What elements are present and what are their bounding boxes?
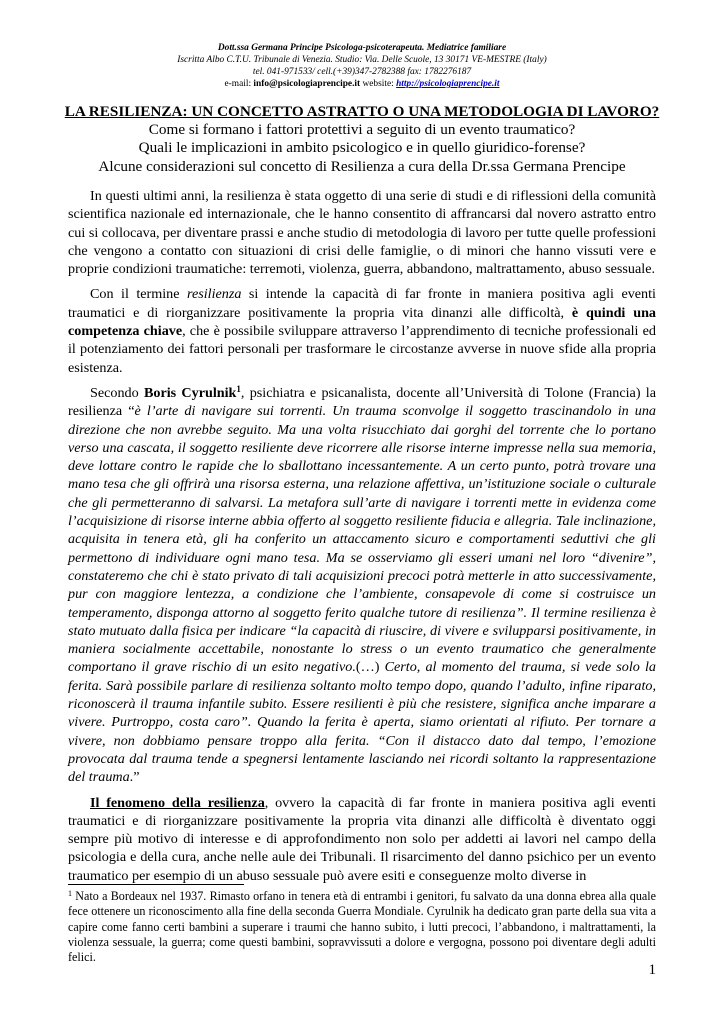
p2-text: , che è possibile sviluppare attraverso l’apprendimento di tecniche professionali ed il potenziamento dei fattori personali per trasformare le circostanze avverse in nuove sfide alla propria esistenza. [68,323,656,376]
email-label: e-mail: [224,79,254,89]
p3-quote: è l’arte di navigare sui torrenti. Un trauma sconvolge il soggetto trascinandolo in una direzione che non avrebbe seguito. Ma una volta risucchiato dai gorghi del torrente che lo portano verso una cascata, il soggetto resiliente deve ricorrere alle risorse interne impresse nella sua memoria, deve lottare contro le rapide che lo sballottano incessantemente. A un certo punto, potrà trovare una mano tesa che gli offrirà una risorsa esterna, una relazione affettiva, un’istituzione sociale o culturale che gli permetteranno di salvarsi. La metafora sull’arte di navigare i torrenti mette in evidenza come l’acquisizione di risorse interne abbia offerto al soggetto resiliente fiducia e allegria. Tale inclinazione, acquisita in tenera età, gli ha conferito un attaccamento sicuro e comportamenti seduttivi che gli permettono di individuare ogni mano tesa. Ma se osserviamo gli esseri umani nel loro “divenire”, constateremo che chi è stato privato di tali acquisizioni precoci potrà metterle in atto successivamente, pur con maggiore lentezza, a condizione che l’ambiente, consapevole di come si costruisce un temperamento, disponga attorno al soggetto ferito qualche tutore di resilienza”. Il termine resilienza è stato mutuato dalla fisica per indicare “la capacità di riuscire, di vivere e svilupparsi positivamente, in maniera socialmente accettabile, nonostante lo stress o un evento traumatico che generalmente comportano il grave rischio di un esito negativo. [68,403,656,676]
p2-text: Con il termine [90,286,187,303]
footnote-ref[interactable]: 1 [236,383,241,394]
p3-ellipsis: (…) [355,659,385,676]
paragraph-2 [68,285,656,376]
paragraph-4 [68,794,656,885]
main-title: LA RESILIENZA: UN CONCETTO ASTRATTO O UNA METODOLOGIA DI LAVORO? [64,103,660,120]
p3-text: Secondo [90,384,144,401]
header-phone-line: tel. 041-971533/ cell.(+39)347-2782388 fax: 1782276187 [252,67,472,77]
p2-key-competence: è quindi una competenza chiave [68,304,657,340]
paragraph-1: In questi ultimi anni, la resilienza è stata oggetto di una serie di studi e di riflessioni della comunità scientifica nazionale ed internazionale, che le hanno consentito di affrancarsi dal novero astratto entro cui si collocava, per diventare prassi e anche studio di metodologia di lavoro per tutte quelle professioni che vengono a contatto con situazioni di crisi delle famiglie, o di minori che hanno vissuti vere e proprie condizioni traumatiche: terremoti, violenza, guerra, abbandono, maltrattamento, abuso sessuale. [68,188,656,278]
p3-text: , psichiatra e psicanalista, docente all’Università di Tolone (Francia) la resilienza “ [68,384,656,420]
title-block [60,103,664,176]
p3-quote-end: .” [129,769,140,786]
subtitle-1: Come si formano i fattori protettivi a seguito di un evento traumatico? [148,121,576,139]
page-number: 1 [648,962,656,978]
body-text [68,187,656,885]
header-name: Dott.ssa Germana Principe Psicologa-psicoterapeuta. Mediatrice familiare [217,43,507,53]
footnote-separator [68,884,244,885]
footnote-text: Nato a Bordeaux nel 1937. Rimasto orfano in tenera età di entrambi i genitori, fu salvato da una donna ebrea alla quale fece ottenere un riconoscimento alla fine della seconda Guerra Mondiale. Cyrulnik ha dedicato gran parte della sua vita a capire come fanno certi bambini a superare i traumi che hanno subito, i lutti precoci, l’abbandono, i maltrattamenti, la violenza sessuale, la guerra; come questi bambini, sopravvissuti a dolore e vergogna, possono poi diventare degli adulti felici. [68,889,656,965]
email-address[interactable]: info@psicologiaprencipe.it [253,79,361,89]
p2-term-resilienza: resilienza [186,286,242,303]
subtitle-3: Alcune considerazioni sul concetto di Resilienza a cura della Dr.ssa Germana Prencipe [98,157,626,175]
author-name-cyrulnik: Boris Cyrulnik [143,384,237,401]
footnote [68,889,656,965]
header-contact-line [60,79,664,90]
paragraph-3 [68,384,656,787]
header-name-line [60,43,664,54]
footnote-number: 1 [68,889,72,898]
p4-text: , ovvero la capacità di far fronte in maniera positiva agli eventi traumatici e di riorganizzare positivamente la propria vita dinanzi alle difficoltà è diventato oggi sempre più motivo di interesse e di approfondimento non solo per addetti ai lavori nel campo della psicologia e della cura, anche nelle aule dei Tribunali. Il risarcimento del danno psichico per un evento traumatico per esempio di un abuso sessuale può avere esiti e conseguenze molto diverse in [68,794,656,884]
p4-heading: Il fenomeno della resilienza [90,794,265,811]
p2-text: si intende la capacità di far fronte in maniera positiva agli eventi traumatici e di riorganizzare positivamente la propria vita dinanzi alle difficoltà, [68,286,656,321]
website-label: website: [360,79,397,89]
p3-quote-cont: Certo, al momento del trauma, si vede solo la ferita. Sarà possibile parlare di resilienza soltanto molto tempo dopo, quando l’adulto, infine riparato, riconoscerà il trauma infantile subito. Essere resilienti è più che resistere, significa anche imparare a vivere. Purtroppo, costa caro”. Quando la ferita è aperta, siamo orientati al rifiuto. Per tornare a vivere, non dobbiamo pensare troppo alla ferita. “Con il distacco dato dal tempo, l’emozione provocata dal trauma tende a spegnersi lentamente lasciando nei ricordi soltanto la rappresentazione del trauma [68,659,656,786]
subtitle-2: Quali le implicazioni in ambito psicologico e in quello giuridico-forense? [138,139,586,157]
website-link[interactable]: http://psicologiaprencipe.it [396,79,500,89]
header-address-line: Iscritta Albo C.T.U. Tribunale di Venezia. Studio: Via. Delle Scuole, 13 30171 VE-MESTRE (Italy) [177,55,547,65]
